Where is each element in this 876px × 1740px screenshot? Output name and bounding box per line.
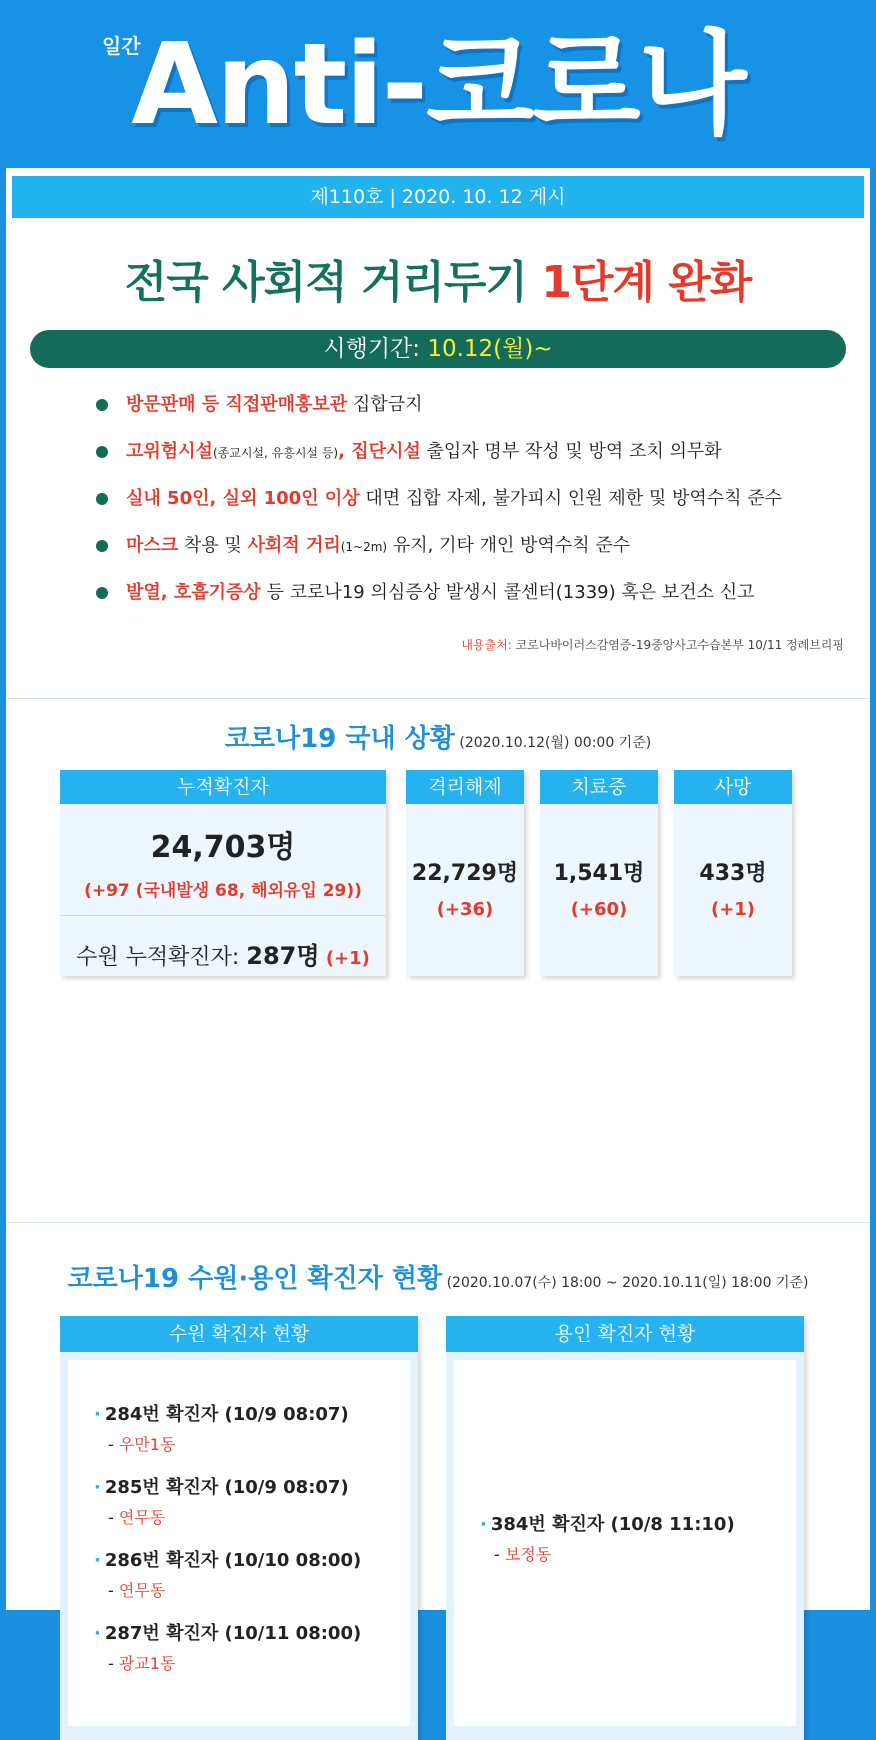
bullet-dot-icon — [96, 540, 108, 552]
list-item: · 285번 확진자 (10/9 08:07) - 연무동 — [94, 1477, 349, 1527]
list-item: 실내 50인, 실외 100인 이상 대면 집합 자제, 불가피시 인원 제한 및 방역수칙 준수 — [96, 484, 856, 531]
bullet-dot-icon — [96, 587, 108, 599]
list-item: · 287번 확진자 (10/11 08:00) - 광교1동 — [94, 1623, 362, 1673]
released-value: 22,729명 — [411, 861, 519, 886]
deaths-card: 사망 433명 (+1) — [674, 770, 792, 976]
card-divider — [60, 915, 386, 916]
released-card: 격리해제 22,729명 (+36) — [406, 770, 524, 976]
header-banner — [0, 0, 876, 168]
bullet-dot-icon — [96, 399, 108, 411]
list-item: 고위험시설(종교시설, 유흥시설 등), 집단시설 출입자 명부 작성 및 방역 조치 의무화 — [96, 437, 856, 484]
headline-main: 전국 사회적 거리두기 — [124, 257, 542, 308]
list-item: 마스크 착용 및 사회적 거리(1~2m) 유지, 기타 개인 방역수칙 준수 — [96, 531, 856, 578]
issue-info-bar: 제110호 | 2020. 10. 12 게시 — [12, 176, 864, 218]
treating-card: 치료중 1,541명 (+60) — [540, 770, 658, 976]
period-value: 10.12(월)~ — [427, 336, 553, 362]
list-item: 발열, 호흡기증상 등 코로나19 의심증상 발생시 콜센터(1339) 혹은 보건소 신고 — [96, 578, 856, 625]
list-item: 방문판매 등 직접판매홍보관 집합금지 — [96, 390, 856, 437]
suwon-cumulative: 수원 누적확진자: 287명 (+1) — [76, 942, 370, 970]
list-item: · 284번 확진자 (10/9 08:07) - 우만1동 — [94, 1404, 349, 1454]
deaths-delta: (+1) — [710, 899, 756, 920]
treating-value: 1,541명 — [553, 861, 645, 886]
yongin-cases-panel: 용인 확진자 현황 · 384번 확진자 (10/8 11:10) - 보정동 — [446, 1316, 804, 1740]
bullet-dot-icon — [96, 493, 108, 505]
headline-highlight: 1단계 완화 — [541, 257, 752, 308]
regional-section-title: 코로나19 수원·용인 확진자 현황 (2020.10.07(수) 18:00 ~ 2020.10.11(일) 18:00 기준) — [67, 1264, 809, 1294]
headline — [6, 246, 870, 310]
suwon-cases-panel: 수원 확진자 현황 · 284번 확진자 (10/9 08:07) - 우만1동 · 285번 확진자 (10/9 08:07) - 연무동 · 286번 확진자 (10/10 08:00) - 연무동 · 287번 확진자 (10/11 08:00) - 광교1동 — [60, 1316, 418, 1740]
newsletter-title: Anti-코로나 — [131, 20, 745, 150]
list-item: · 384번 확진자 (10/8 11:10) - 보정동 — [480, 1514, 735, 1564]
source-note: 내용출처: 코로나바이러스감염증-19중앙사고수습본부 10/11 정례브리핑 — [461, 638, 844, 652]
period-bar — [30, 330, 846, 368]
released-delta: (+36) — [436, 899, 494, 920]
cumulative-delta: (+97 (국내발생 68, 해외유입 29)) — [84, 881, 362, 901]
section-divider — [6, 1222, 870, 1223]
treating-delta: (+60) — [570, 899, 628, 920]
guideline-list — [96, 390, 856, 625]
bullet-dot-icon — [96, 446, 108, 458]
period-label: 시행기간: — [323, 336, 428, 362]
section-divider — [6, 698, 870, 699]
domestic-section-title: 코로나19 국내 상황 (2020.10.12(월) 00:00 기준) — [224, 724, 652, 754]
newsletter-body — [6, 168, 870, 1673]
cumulative-cases-card: 누적확진자 24,703명 (+97 (국내발생 68, 해외유입 29)) 수원 누적확진자: 287명 (+1) — [60, 770, 386, 976]
suwon-case-list — [68, 1360, 410, 1726]
deaths-value: 433명 — [699, 861, 767, 886]
yongin-case-list — [454, 1360, 796, 1726]
cumulative-value: 24,703명 — [150, 830, 296, 865]
list-item: · 286번 확진자 (10/10 08:00) - 연무동 — [94, 1550, 362, 1600]
daily-label: 일간 — [102, 34, 141, 58]
